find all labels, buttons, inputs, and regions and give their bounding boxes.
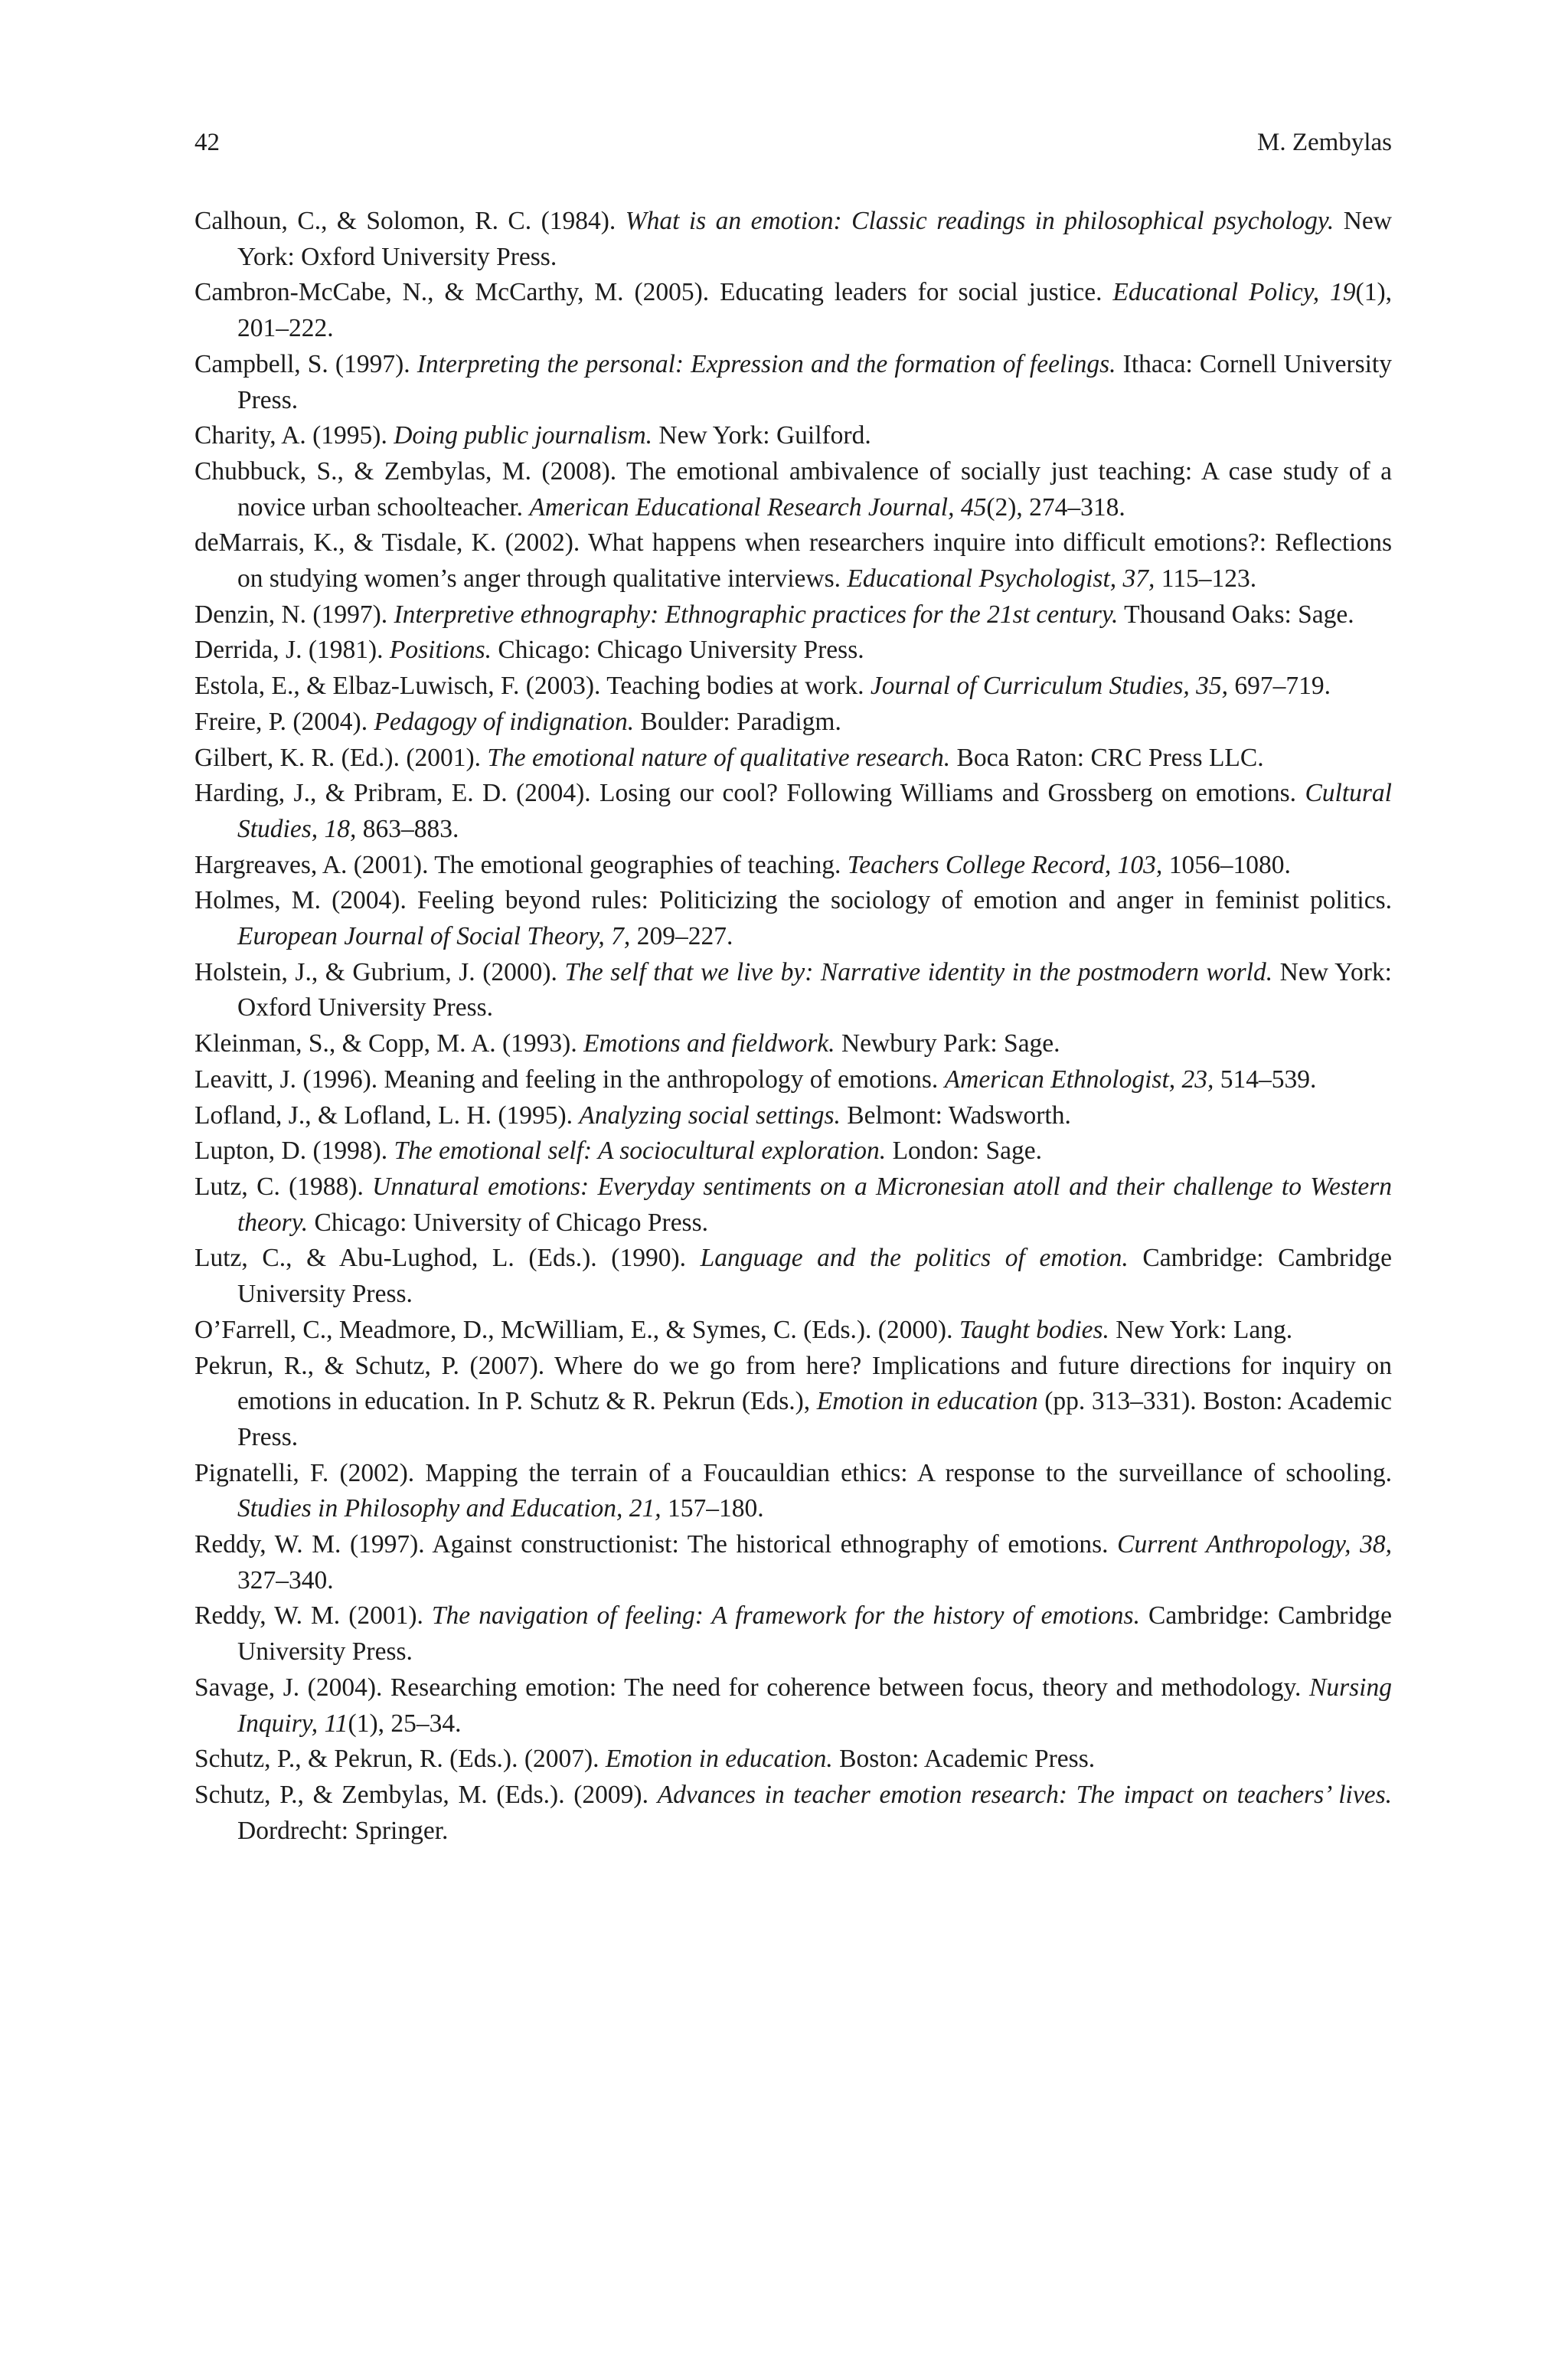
reference-text: 115–123. <box>1155 564 1257 594</box>
reference-text: (2), 274–318. <box>986 492 1125 522</box>
reference-title: Interpreting the personal: Expression and the formation of feelings. <box>416 349 1116 378</box>
reference-entry <box>194 204 1392 275</box>
reference-title: Taught bodies. <box>959 1315 1109 1344</box>
reference-text: Derrida, J. (1981). <box>194 636 390 665</box>
reference-text: Denzin, N. (1997). <box>194 600 394 629</box>
reference-text: Thousand Oaks: Sage. <box>1118 600 1354 629</box>
reference-entry <box>194 1133 1392 1169</box>
reference-entry <box>194 776 1392 847</box>
reference-text: Newbury Park: Sage. <box>835 1029 1060 1058</box>
reference-entry <box>194 1778 1392 1849</box>
reference-text: Chicago: University of Chicago Press. <box>308 1208 709 1237</box>
reference-entry <box>194 1313 1392 1349</box>
reference-text: Pekrun, R., & Schutz, P. (2007). Where do we go from here? Implications and future directions for inquiry on emotions in education. In P. Schutz & R. Pekrun (Eds.), <box>194 1351 1392 1416</box>
reference-text: 863–883. <box>356 814 459 843</box>
reference-title: The navigation of feeling: A framework for the history of emotions. <box>431 1601 1140 1631</box>
reference-text: Calhoun, C., & Solomon, R. C. (1984). <box>194 207 626 235</box>
reference-entry <box>194 1349 1392 1456</box>
reference-text: 327–340. <box>237 1565 334 1595</box>
reference-text: Chubbuck, S., & Zembylas, M. (2008). The emotional ambivalence of socially just teaching: A case study of a novice urban schoolteacher. <box>194 456 1392 522</box>
reference-text: Schutz, P., & Zembylas, M. (Eds.). (2009). <box>194 1780 658 1809</box>
reference-title: Analyzing social settings. <box>579 1101 841 1130</box>
reference-entry <box>194 1241 1392 1312</box>
reference-entry <box>194 1062 1392 1098</box>
reference-title: Unnatural emotions: Everyday sentiments on a Micronesian atoll and their challenge to Western theory. <box>237 1172 1393 1237</box>
reference-text: 209–227. <box>630 922 733 951</box>
reference-entry <box>194 1670 1392 1742</box>
reference-text: New York: Lang. <box>1109 1315 1293 1344</box>
reference-text: Freire, P. (2004). <box>194 707 374 736</box>
reference-title: American Educational Research Journal, 45 <box>529 492 987 522</box>
reference-title: Positions. <box>389 636 492 665</box>
reference-entry <box>194 1169 1392 1241</box>
reference-text: Reddy, W. M. (1997). Against constructionist: The historical ethnography of emotions. <box>194 1530 1118 1559</box>
reference-title: European Journal of Social Theory, 7, <box>237 922 631 951</box>
reference-title: Teachers College Record, 103, <box>847 850 1163 879</box>
reference-title: American Ethnologist, 23, <box>944 1065 1214 1094</box>
reference-title: Educational Psychologist, 37, <box>847 564 1155 594</box>
reference-title: Advances in teacher emotion research: The impact on teachers’ lives. <box>657 1780 1392 1809</box>
reference-text: 697–719. <box>1227 672 1331 701</box>
reference-text: Estola, E., & Elbaz-Luwisch, F. (2003). Teaching bodies at work. <box>194 672 871 701</box>
reference-text: Savage, J. (2004). Researching emotion: The need for coherence between focus, theory and methodology. <box>194 1673 1310 1702</box>
reference-text: Ithaca: Cornell University Press. <box>237 349 1392 414</box>
page-number: 42 <box>194 129 220 156</box>
reference-list <box>194 204 1392 1849</box>
reference-text: New York: Oxford University Press. <box>237 207 1392 271</box>
reference-title: What is an emotion: Classic readings in philosophical psychology. <box>625 207 1334 235</box>
reference-title: Emotion in education <box>816 1387 1038 1416</box>
reference-title: Journal of Curriculum Studies, 35, <box>870 672 1228 701</box>
reference-title: The self that we live by: Narrative identity in the postmodern world. <box>564 957 1273 986</box>
reference-title: Studies in Philosophy and Education, 21, <box>237 1494 662 1523</box>
reference-entry <box>194 741 1392 777</box>
reference-title: Interpretive ethnography: Ethnographic practices for the 21st century. <box>394 600 1119 629</box>
reference-text: New York: Guilford. <box>652 421 871 450</box>
reference-title: Educational Policy, 19 <box>1112 278 1356 307</box>
reference-text: Lutz, C. (1988). <box>194 1172 373 1201</box>
reference-title: Emotions and fieldwork. <box>583 1029 835 1058</box>
reference-title: Language and the politics of emotion. <box>700 1244 1129 1273</box>
reference-text: Cambridge: Cambridge University Press. <box>237 1601 1393 1667</box>
reference-entry <box>194 1742 1392 1778</box>
reference-text: 157–180. <box>661 1494 764 1523</box>
reference-entry <box>194 955 1392 1026</box>
reference-entry <box>194 454 1392 525</box>
reference-text: Holmes, M. (2004). Feeling beyond rules: Politicizing the sociology of emotion and anger in feminist politics. <box>194 886 1392 915</box>
reference-text: New York: Oxford University Press. <box>237 957 1392 1022</box>
reference-title: Cultural Studies, 18, <box>237 779 1392 843</box>
reference-text: London: Sage. <box>886 1137 1042 1166</box>
reference-text: Campbell, S. (1997). <box>194 349 417 378</box>
reference-text: Holstein, J., & Gubrium, J. (2000). <box>194 957 565 986</box>
reference-text: (1), 201–222. <box>237 278 1392 343</box>
running-head <box>194 124 1392 161</box>
reference-entry <box>194 597 1392 633</box>
reference-text: Cambron-McCabe, N., & McCarthy, M. (2005). Educating leaders for social justice. <box>194 278 1113 307</box>
reference-entry <box>194 1456 1392 1527</box>
reference-entry <box>194 1098 1392 1134</box>
reference-entry <box>194 1598 1392 1670</box>
reference-title: Pedagogy of indignation. <box>374 707 635 736</box>
reference-text: (1), 25–34. <box>348 1709 462 1738</box>
reference-text: 514–539. <box>1214 1065 1317 1094</box>
reference-text: Kleinman, S., & Copp, M. A. (1993). <box>194 1029 584 1058</box>
running-title: M. Zembylas <box>1257 129 1392 156</box>
reference-text: Lofland, J., & Lofland, L. H. (1995). <box>194 1101 580 1130</box>
reference-title: The emotional self: A sociocultural exploration. <box>394 1137 887 1166</box>
reference-entry <box>194 525 1392 597</box>
reference-entry <box>194 1527 1392 1598</box>
reference-entry <box>194 633 1392 669</box>
reference-entry <box>194 418 1392 454</box>
reference-entry <box>194 1026 1392 1062</box>
reference-title: Nursing Inquiry, 11 <box>237 1673 1392 1738</box>
reference-entry <box>194 275 1392 346</box>
reference-title: Current Anthropology, 38, <box>1117 1530 1392 1559</box>
reference-text: (pp. 313–331). Boston: Academic Press. <box>237 1387 1392 1451</box>
reference-text: Dordrecht: Springer. <box>237 1816 449 1845</box>
reference-text: Belmont: Wadsworth. <box>840 1101 1071 1130</box>
reference-text: deMarrais, K., & Tisdale, K. (2002). What happens when researchers inquire into difficult emotions?: Reflections on studying women’s anger through qualitative interviews. <box>194 528 1392 594</box>
reference-text: Cambridge: Cambridge University Press. <box>237 1244 1393 1309</box>
reference-text: Boca Raton: CRC Press LLC. <box>950 743 1264 772</box>
reference-text: Charity, A. (1995). <box>194 421 394 450</box>
reference-text: Leavitt, J. (1996). Meaning and feeling in the anthropology of emotions. <box>194 1065 945 1094</box>
reference-text: Boulder: Paradigm. <box>634 707 841 736</box>
reference-text: Lupton, D. (1998). <box>194 1137 394 1166</box>
reference-entry <box>194 347 1392 418</box>
reference-text: Schutz, P., & Pekrun, R. (Eds.). (2007). <box>194 1745 606 1774</box>
reference-title: Doing public journalism. <box>394 421 653 450</box>
reference-text: 1056–1080. <box>1162 850 1291 879</box>
reference-entry <box>194 848 1392 884</box>
reference-text: Boston: Academic Press. <box>832 1745 1096 1774</box>
reference-title: Emotion in education. <box>605 1745 833 1774</box>
reference-text: Gilbert, K. R. (Ed.). (2001). <box>194 743 488 772</box>
reference-text: Chicago: Chicago University Press. <box>492 636 864 665</box>
reference-text: Hargreaves, A. (2001). The emotional geographies of teaching. <box>194 850 848 879</box>
reference-title: The emotional nature of qualitative research. <box>487 743 951 772</box>
reference-text: Pignatelli, F. (2002). Mapping the terrain of a Foucauldian ethics: A response to the surveillance of schooling. <box>194 1458 1392 1487</box>
reference-text: O’Farrell, C., Meadmore, D., McWilliam, E., & Symes, C. (Eds.). (2000). <box>194 1315 959 1344</box>
reference-text: Reddy, W. M. (2001). <box>194 1601 432 1631</box>
reference-text: Lutz, C., & Abu-Lughod, L. (Eds.). (1990). <box>194 1244 701 1273</box>
reference-entry <box>194 705 1392 741</box>
reference-entry <box>194 883 1392 954</box>
reference-text: Harding, J., & Pribram, E. D. (2004). Losing our cool? Following Williams and Grossberg on emotions. <box>194 779 1305 808</box>
reference-entry <box>194 669 1392 705</box>
